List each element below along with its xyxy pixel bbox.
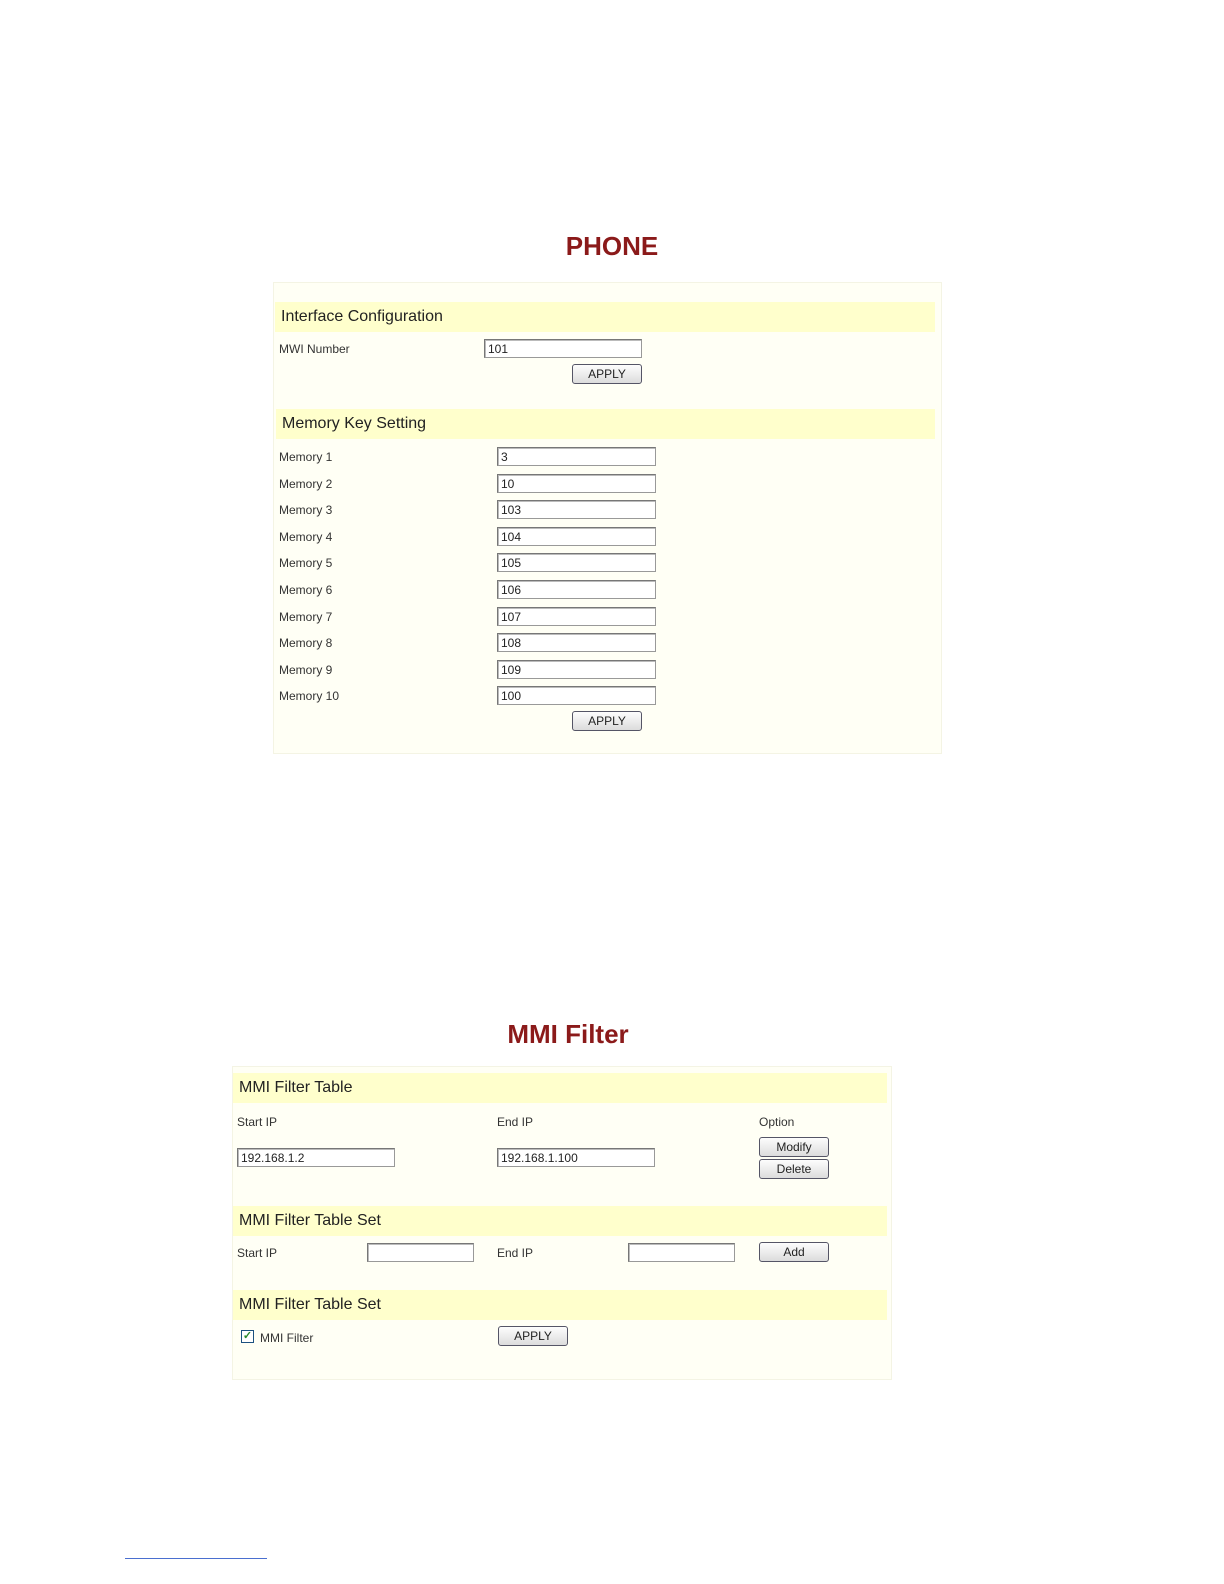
memory-9-input[interactable] xyxy=(497,660,656,679)
set-start-ip-label: Start IP xyxy=(237,1246,278,1260)
memory-5-label: Memory 5 xyxy=(279,556,333,570)
mmi-filter-title: MMI Filter xyxy=(507,1019,629,1049)
memory-2-input[interactable] xyxy=(497,474,656,493)
mmi-filter-set-header: MMI Filter Table Set xyxy=(233,1290,887,1320)
memory-3-input[interactable] xyxy=(497,500,656,519)
memory-4-label: Memory 4 xyxy=(279,530,333,544)
memory-apply-button[interactable]: APPLY xyxy=(572,711,642,731)
delete-button[interactable]: Delete xyxy=(759,1159,829,1179)
memory-5-input[interactable] xyxy=(497,553,656,572)
memory-3-label: Memory 3 xyxy=(279,503,333,517)
modify-button[interactable]: Modify xyxy=(759,1137,829,1157)
memory-2-label: Memory 2 xyxy=(279,477,333,491)
memory-6-input[interactable] xyxy=(497,580,656,599)
memory-9-label: Memory 9 xyxy=(279,663,333,677)
mmi-table-set-header: MMI Filter Table Set xyxy=(233,1206,887,1236)
mmi-apply-button[interactable]: APPLY xyxy=(498,1326,568,1346)
memory-key-header: Memory Key Setting xyxy=(276,409,935,439)
interface-config-header: Interface Configuration xyxy=(275,302,935,332)
start-ip-column-header: Start IP xyxy=(237,1115,278,1129)
row-start-ip-input[interactable] xyxy=(237,1148,395,1167)
set-end-ip-label: End IP xyxy=(497,1246,534,1260)
memory-4-input[interactable] xyxy=(497,527,656,546)
memory-1-label: Memory 1 xyxy=(279,450,333,464)
mmi-filter-checkbox-label: MMI Filter xyxy=(260,1331,314,1345)
memory-7-input[interactable] xyxy=(497,607,656,626)
set-start-ip-input[interactable] xyxy=(367,1243,474,1262)
memory-7-label: Memory 7 xyxy=(279,610,333,624)
memory-8-label: Memory 8 xyxy=(279,636,333,650)
add-button[interactable]: Add xyxy=(759,1242,829,1262)
mwi-number-input[interactable] xyxy=(484,339,642,358)
memory-1-input[interactable] xyxy=(497,447,656,466)
option-column-header: Option xyxy=(759,1115,795,1129)
end-ip-column-header: End IP xyxy=(497,1115,534,1129)
set-end-ip-input[interactable] xyxy=(628,1243,735,1262)
mmi-filter-checkbox[interactable]: ✓ xyxy=(242,1330,253,1342)
footnote-separator xyxy=(125,1558,267,1559)
memory-10-label: Memory 10 xyxy=(279,689,340,703)
memory-10-input[interactable] xyxy=(497,686,656,705)
memory-6-label: Memory 6 xyxy=(279,583,333,597)
mwi-number-label: MWI Number xyxy=(279,342,350,356)
row-end-ip-input[interactable] xyxy=(497,1148,655,1167)
memory-8-input[interactable] xyxy=(497,633,656,652)
interface-apply-button[interactable]: APPLY xyxy=(572,364,642,384)
phone-title: PHONE xyxy=(565,231,659,261)
mmi-table-header: MMI Filter Table xyxy=(233,1073,887,1103)
